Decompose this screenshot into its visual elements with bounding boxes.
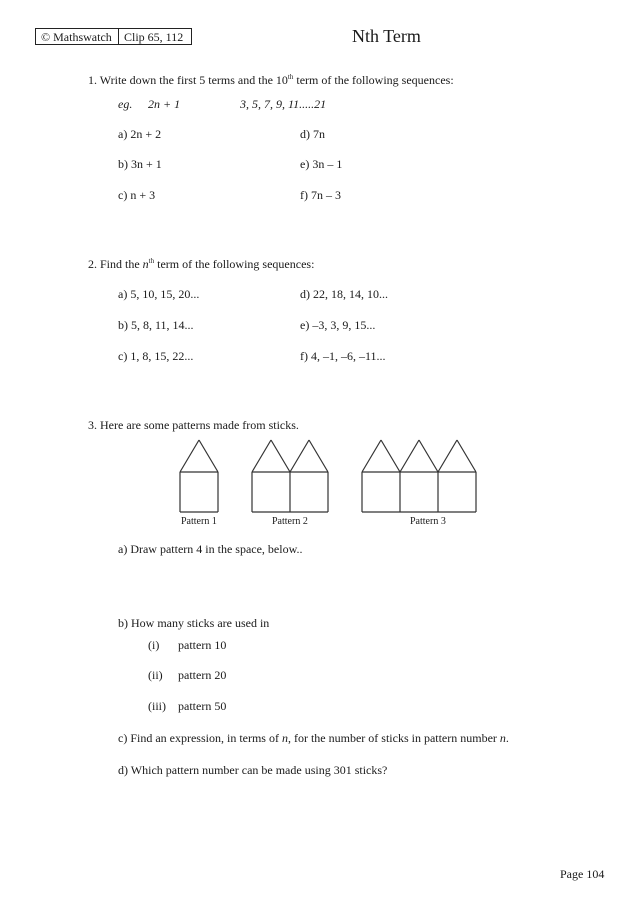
q3-part-c [118, 731, 509, 746]
q3-text: 3. Here are some patterns made from sticks. [88, 418, 299, 432]
q2-item-e: e) –3, 3, 9, 15... [300, 318, 376, 332]
q3-c-mid: , for the number of sticks in pattern number [287, 731, 500, 745]
pattern-2-sticks [252, 440, 328, 512]
q1-eg-label: eg. [118, 97, 133, 111]
q1-text-post: term of the following sequences: [293, 73, 454, 87]
q2-text-n: n [142, 257, 149, 271]
q2-item-d: d) 22, 18, 14, 10... [300, 287, 388, 301]
q2-item-c: c) 1, 8, 15, 22... [118, 349, 194, 363]
q3-b-text-i: pattern 10 [178, 638, 227, 652]
q2-item-a: a) 5, 10, 15, 20... [118, 287, 200, 301]
q1-item-d: d) 7n [300, 127, 325, 141]
q3-b-text-ii: pattern 20 [178, 668, 227, 682]
pattern-3-label: Pattern 3 [410, 516, 446, 527]
q1-item-c: c) n + 3 [118, 188, 156, 202]
q3-part-d: d) Which pattern number can be made using 301 sticks? [118, 763, 388, 777]
q3-b-num-ii: (ii) [148, 668, 163, 682]
q3-part-b: b) How many sticks are used in [118, 616, 270, 630]
q3-part-a: a) Draw pattern 4 in the space, below.. [118, 542, 303, 556]
pattern-1-label: Pattern 1 [181, 516, 217, 527]
q2-item-f: f) 4, –1, –6, –11... [300, 349, 386, 363]
q1-text-sup: th [287, 73, 294, 81]
q1-text-pre: 1. Write down the first 5 terms and the 10 [88, 73, 288, 87]
q2-text-sup: th [148, 257, 155, 265]
page-title: Nth Term [352, 26, 421, 46]
q1-eg-expr: 2n + 1 [148, 97, 181, 111]
q2-text-pre: 2. Find the [88, 257, 143, 271]
clip-text: Clip 65, 112 [124, 30, 184, 44]
q1-item-e: e) 3n – 1 [300, 157, 343, 171]
q3-b-text-iii: pattern 50 [178, 699, 227, 713]
q3-c-pre: c) Find an expression, in terms of [118, 731, 282, 745]
q1-item-b: b) 3n + 1 [118, 157, 162, 171]
page-number: Page 104 [560, 867, 605, 881]
copyright-text: © Mathswatch [41, 30, 112, 44]
q1-item-f: f) 7n – 3 [300, 188, 341, 202]
pattern-2-label: Pattern 2 [272, 516, 308, 527]
q3-b-num-i: (i) [148, 638, 160, 652]
q3-b-num-iii: (iii) [148, 699, 166, 713]
q3-c-post: . [505, 731, 509, 745]
q2-text-post: term of the following sequences: [154, 257, 315, 271]
q3-c-n1: n [281, 731, 288, 745]
pattern-3-sticks [362, 440, 476, 512]
q3-c-n2: n [499, 731, 506, 745]
pattern-1-sticks [180, 440, 218, 512]
q1-eg-terms: 3, 5, 7, 9, 11.....21 [240, 97, 327, 111]
q2-item-b: b) 5, 8, 11, 14... [118, 318, 194, 332]
q1-item-a: a) 2n + 2 [118, 127, 162, 141]
